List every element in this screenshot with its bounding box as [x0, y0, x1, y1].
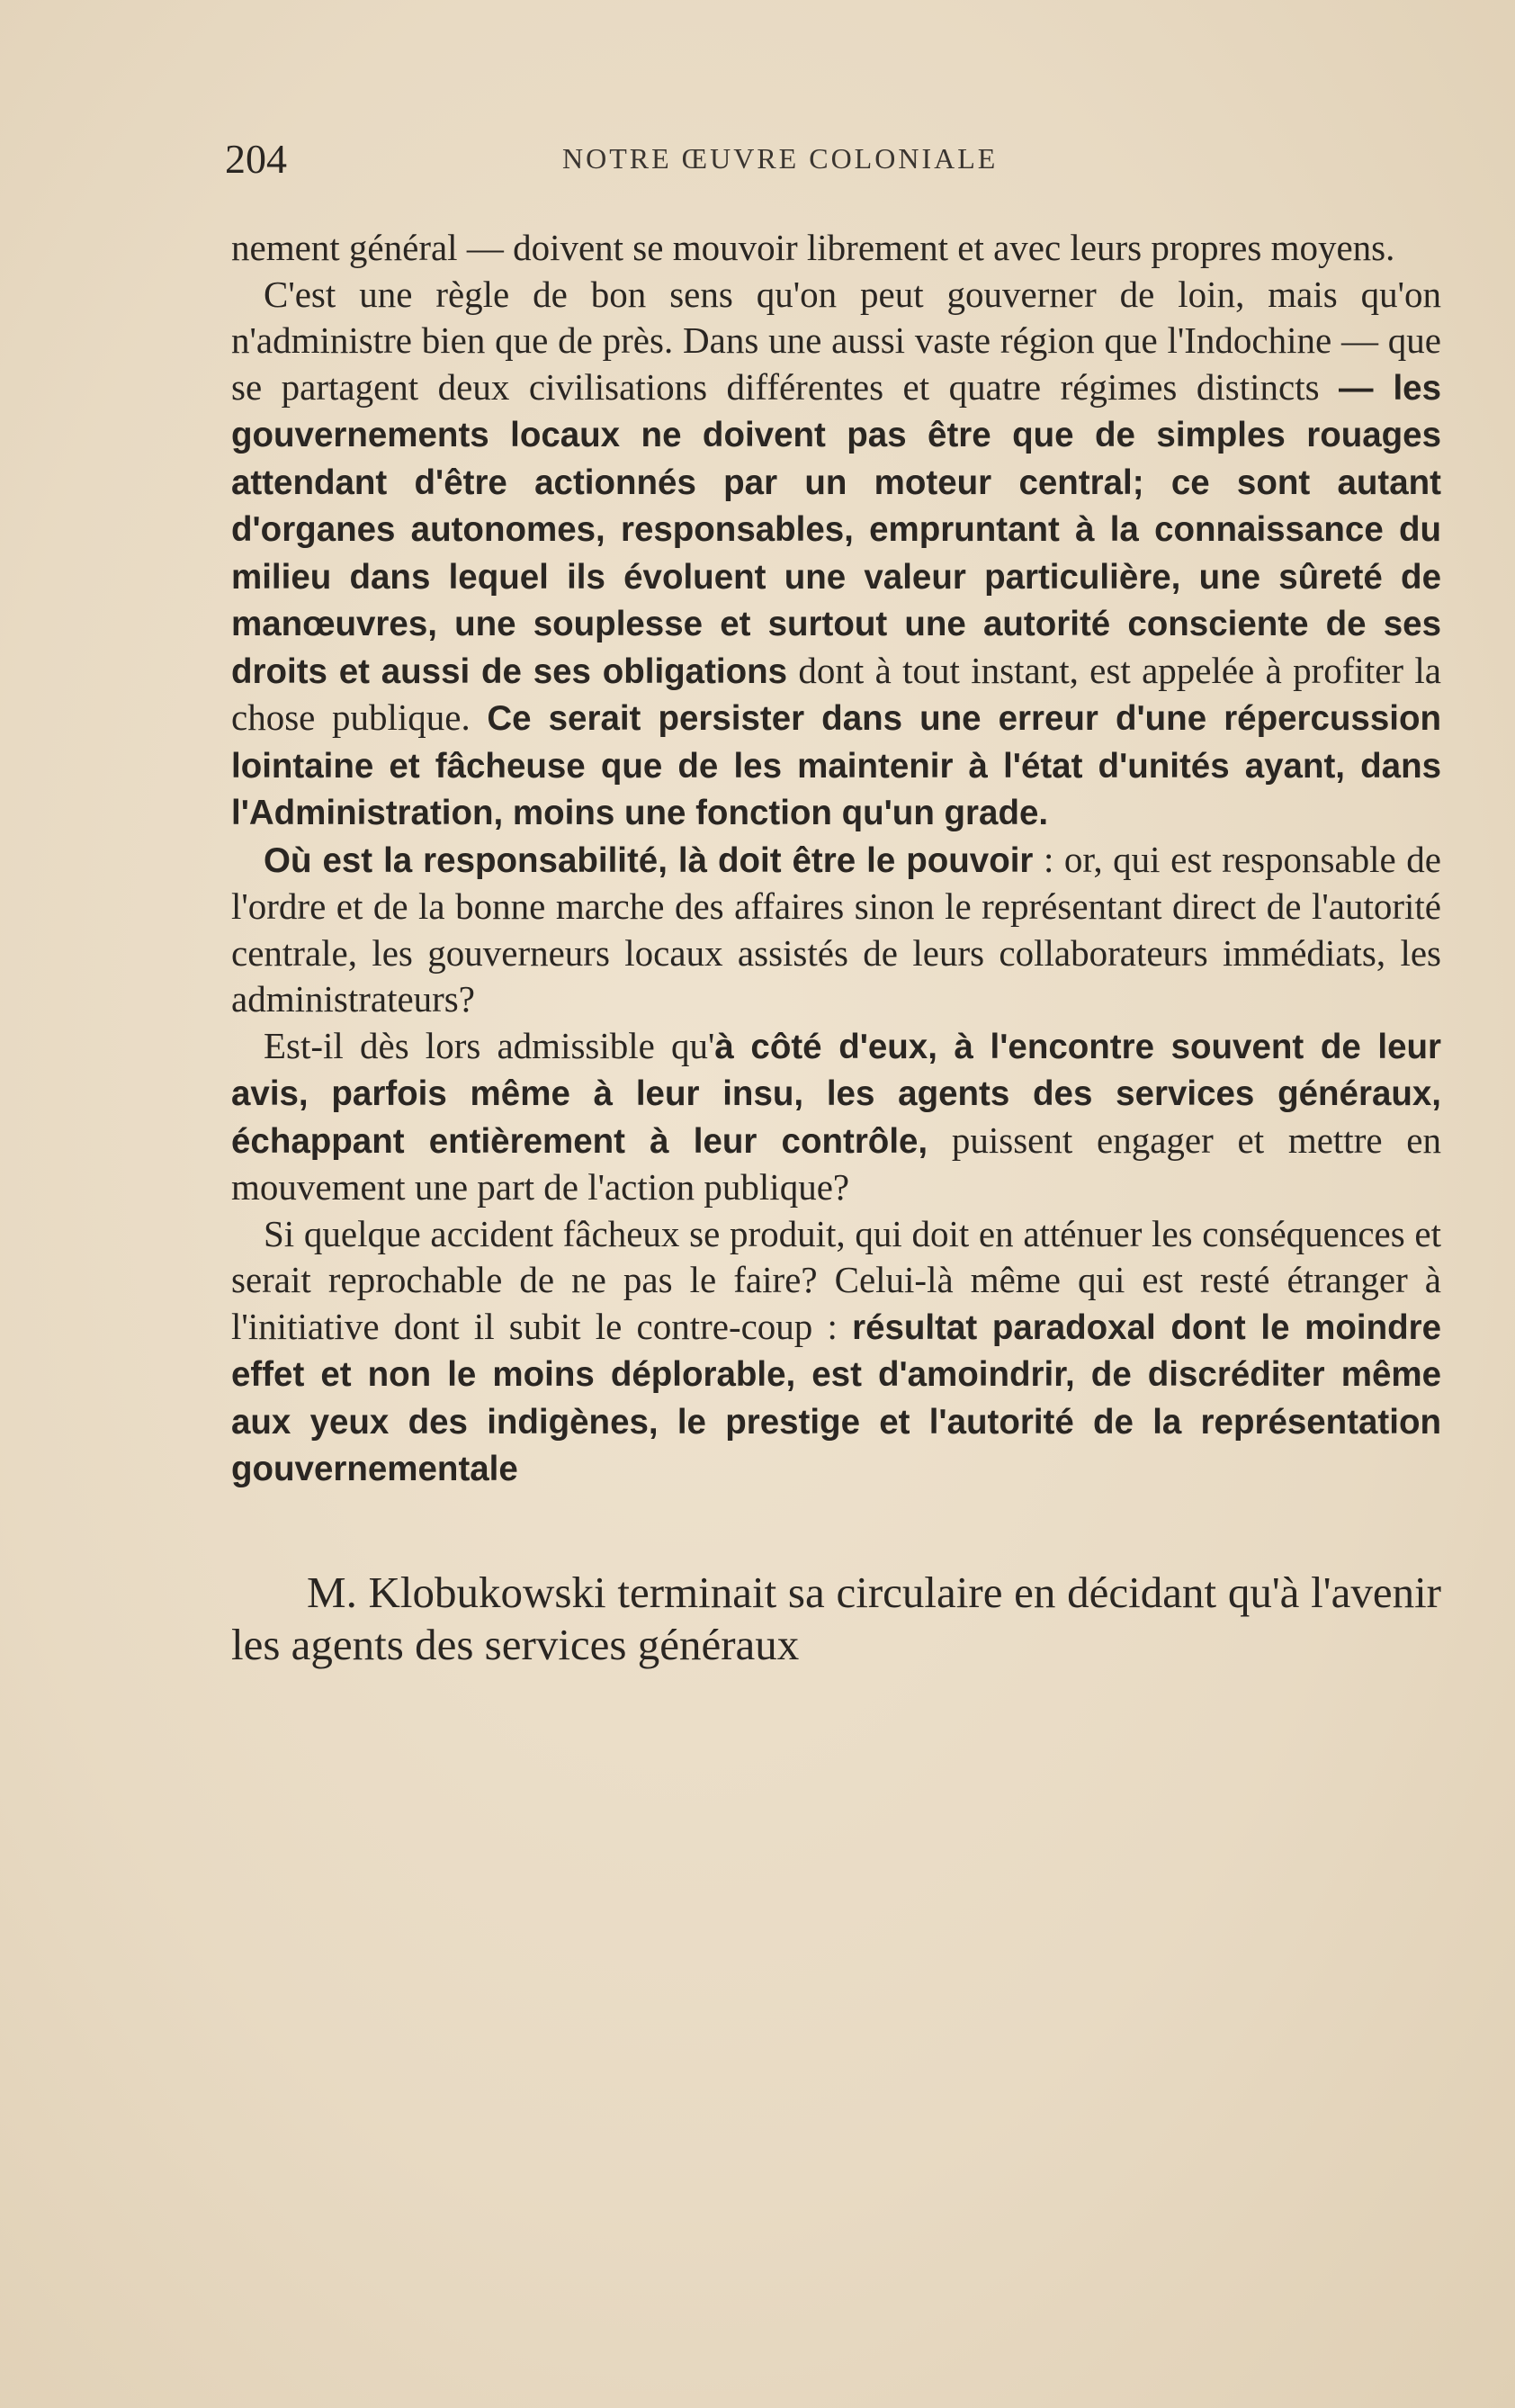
closing-paragraph: M. Klobukowski terminait sa circulaire en décidant qu'à l'avenir les agents des services généraux	[231, 1567, 1441, 1669]
paragraph-4: Est-il dès lors admissible qu'à côté d'eux, à l'encontre souvent de leur avis, parfois même à leur insu, les agents des services généraux, échappant entièrement à leur contrôle, puissent engager et mettre en mouvement une part de l'action publique?	[231, 1024, 1441, 1208]
page-header	[225, 135, 1448, 189]
paragraph-3: Où est la responsabilité, là doit être le pouvoir : or, qui est responsable de l'ordre et de la bonne marche des affaires sinon le représentant direct de l'autorité centrale, les gouverneurs locaux assistés de leurs collaborateurs immédiats, les administrateurs?	[231, 838, 1441, 1020]
paragraph-1: nement général — doivent se mouvoir librement et avec leurs propres moyens.	[231, 227, 1395, 268]
quoted-circular	[231, 225, 1441, 1493]
page-body	[231, 225, 1441, 1671]
paragraph-5: Si quelque accident fâcheux se produit, qui doit en atténuer les conséquences et serait reprochable de ne pas le faire? Celui-là même qui est resté étranger à l'initiative dont il subit le contre-coup : résultat paradoxal dont le moindre effet et non le moins déplorable, est d'amoindrir, de discréditer même aux yeux des indigènes, le prestige et l'autorité de la représentation gouvernementale	[231, 1212, 1442, 1488]
page-number: 204	[225, 136, 287, 182]
paragraph-2: C'est une règle de bon sens qu'on peut gouverner de loin, mais qu'on n'administre bien que de près. Dans une aussi vaste région que l'Indochine — que se partagent deux civilisations différentes et quatre régimes distincts — les gouvernements locaux ne doivent pas être que de simples rouages attendant d'être actionnés par un moteur central; ce sont autant d'organes autonomes, responsables, empruntant à la connaissance du milieu dans lequel ils évoluent une valeur particulière, une sûreté de manœuvres, une souplesse et surtout une autorité consciente de ses droits et aussi de ses obligations dont à tout instant, est appelée à profiter la chose publique. Ce serait persister dans une erreur d'une répercussion lointaine et fâcheuse que de les maintenir à l'état d'unités ayant, dans l'Administration, moins une fonction qu'un grade.	[231, 273, 1441, 832]
running-title: NOTRE ŒUVRE COLONIALE	[562, 142, 999, 175]
